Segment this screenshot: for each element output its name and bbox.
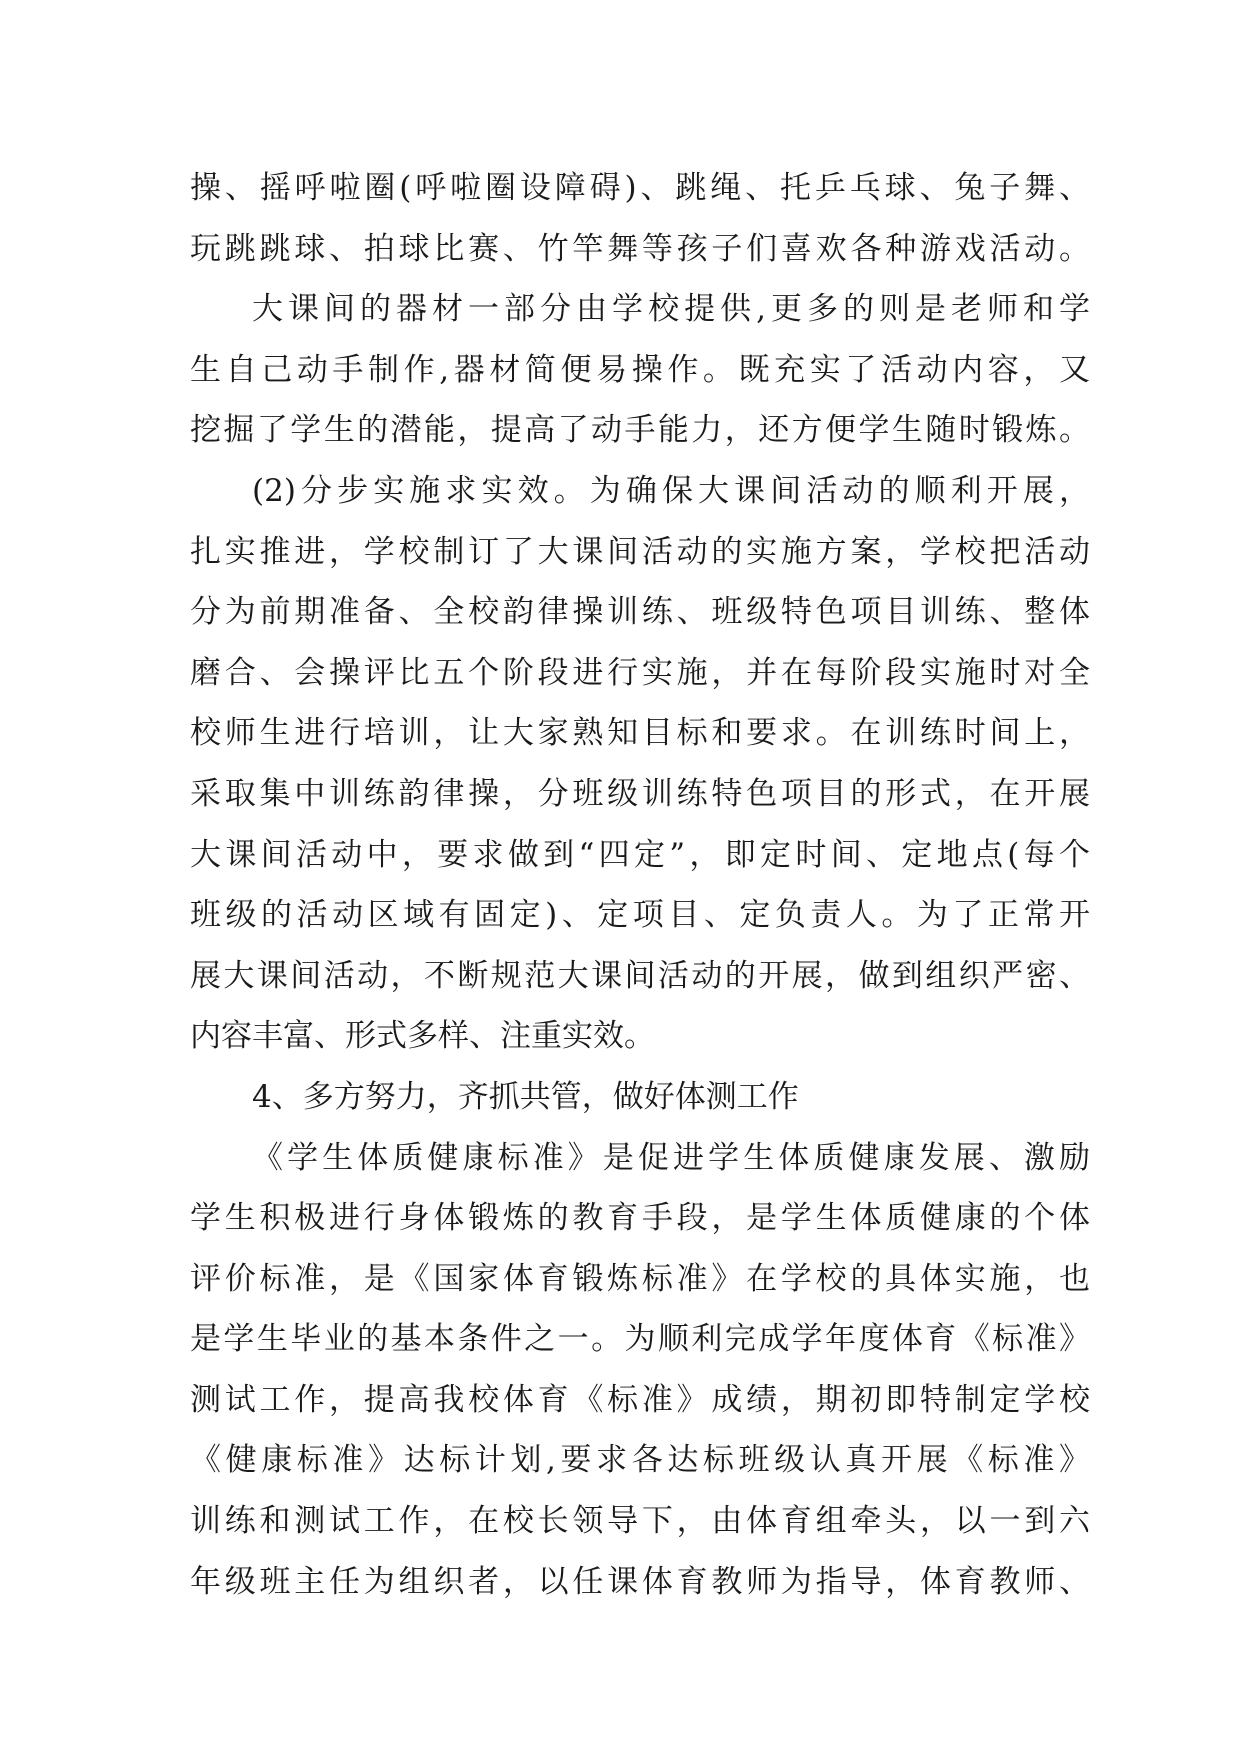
text-line: 采取集中训练韵律操，分班级训练特色项目的形式，在开展 — [190, 775, 1090, 812]
section-heading: 4、多方努力，齐抓共管，做好体测工作 — [252, 1078, 799, 1115]
text-line: 展大课间活动，不断规范大课间活动的开展，做到组织严密、 — [190, 957, 1090, 994]
text-line: 是学生毕业的基本条件之一。为顺利完成学年度体育《标准》 — [190, 1321, 1090, 1358]
text-line: 评价标准，是《国家体育锻炼标准》在学校的具体实施，也 — [190, 1260, 1090, 1297]
text-line: 大课间的器材一部分由学校提供,更多的则是老师和学 — [252, 291, 1090, 328]
document-body — [190, 158, 1090, 1612]
text-line: 操、摇呼啦圈(呼啦圈设障碍)、跳绳、托乒乓球、兔子舞、 — [190, 170, 1090, 206]
text-line: 磨合、会操评比五个阶段进行实施，并在每阶段实施时对全 — [190, 654, 1090, 691]
text-line: 内容丰富、形式多样、注重实效。 — [190, 1018, 655, 1055]
text-line: (2)分步实施求实效。为确保大课间活动的顺利开展， — [252, 472, 1090, 509]
text-line: 测试工作，提高我校体育《标准》成绩，期初即特制定学校 — [190, 1381, 1090, 1418]
text-line: 生自己动手制作,器材简便易操作。既充实了活动内容，又 — [190, 351, 1090, 388]
text-line: 扎实推进，学校制订了大课间活动的实施方案，学校把活动 — [190, 533, 1090, 570]
text-line: 分为前期准备、全校韵律操训练、班级特色项目训练、整体 — [190, 594, 1090, 631]
text-line: 《学生体质健康标准》是促进学生体质健康发展、激励 — [252, 1139, 1090, 1176]
text-line: 年级班主任为组织者，以任课体育教师为指导，体育教师、 — [190, 1563, 1090, 1600]
text-line: 玩跳跳球、拍球比赛、竹竿舞等孩子们喜欢各种游戏活动。 — [190, 230, 1090, 267]
text-line: 《健康标准》达标计划,要求各达标班级认真开展《标准》 — [190, 1442, 1090, 1479]
text-line: 班级的活动区域有固定)、定项目、定负责人。为了正常开 — [190, 897, 1090, 934]
text-line: 挖掘了学生的潜能，提高了动手能力，还方便学生随时锻炼。 — [190, 412, 1090, 449]
text-line: 训练和测试工作，在校长领导下，由体育组牵头，以一到六 — [190, 1503, 1090, 1540]
text-line: 大课间活动中，要求做到“四定”，即定时间、定地点(每个 — [190, 836, 1090, 873]
text-line: 校师生进行培训，让大家熟知目标和要求。在训练时间上， — [190, 715, 1090, 752]
text-line: 学生积极进行身体锻炼的教育手段，是学生体质健康的个体 — [190, 1200, 1090, 1237]
